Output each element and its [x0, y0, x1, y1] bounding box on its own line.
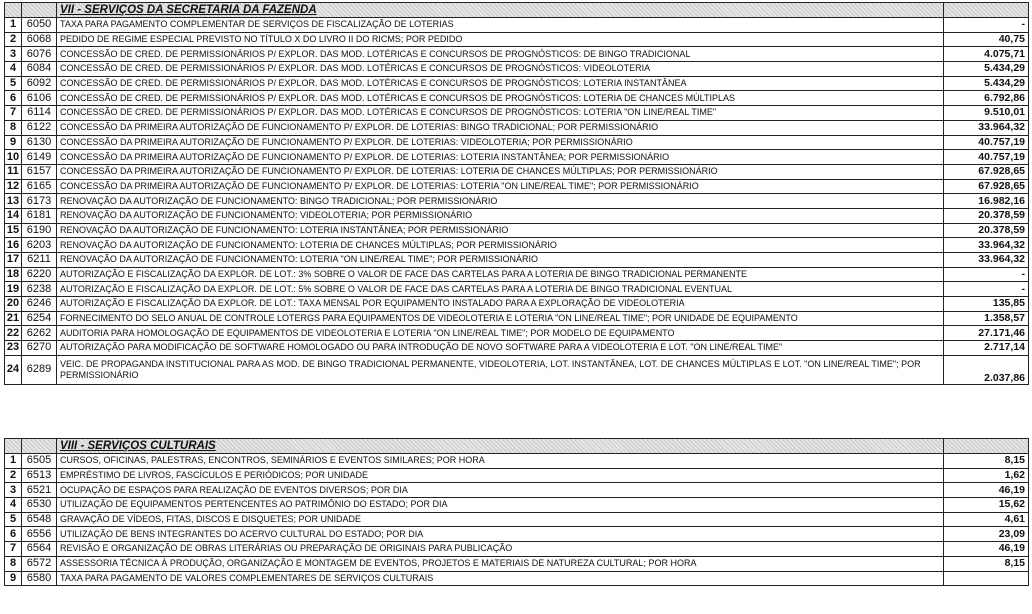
service-code: 6130	[22, 135, 57, 150]
row-number: 4	[5, 498, 22, 513]
row-number: 5	[5, 512, 22, 527]
service-value: 2.717,14	[944, 341, 1029, 356]
service-code: 6092	[22, 76, 57, 91]
service-description: RENOVAÇÃO DA AUTORIZAÇÃO DE FUNCIONAMENTO: LOTERIA "ON LINE/REAL TIME"; POR PERMISSIONÁRIO	[57, 253, 944, 268]
table-row	[5, 32, 1029, 47]
table-row	[5, 527, 1029, 542]
section-vii-table	[4, 2, 1029, 385]
service-value: 46,19	[944, 483, 1029, 498]
row-number: 7	[5, 542, 22, 557]
table-row	[5, 355, 1029, 384]
table-row	[5, 297, 1029, 312]
header-blank	[944, 3, 1029, 18]
service-code: 6254	[22, 311, 57, 326]
row-number: 6	[5, 527, 22, 542]
table-row	[5, 571, 1029, 586]
row-number: 11	[5, 164, 22, 179]
table-row	[5, 76, 1029, 91]
service-value: 33.964,32	[944, 253, 1029, 268]
table-row	[5, 498, 1029, 513]
row-number: 21	[5, 311, 22, 326]
service-code: 6580	[22, 571, 57, 586]
service-description: CONCESSÃO DA PRIMEIRA AUTORIZAÇÃO DE FUNCIONAMENTO P/ EXPLOR. DE LOTERIAS: LOTERIA INSTANTÂNEA; POR PERMISSIONÁRIO	[57, 150, 944, 165]
row-number: 8	[5, 120, 22, 135]
service-value: 23,09	[944, 527, 1029, 542]
table-row	[5, 556, 1029, 571]
service-value: 1,62	[944, 468, 1029, 483]
service-value: 6.792,86	[944, 91, 1029, 106]
service-value: 33.964,32	[944, 120, 1029, 135]
service-value: 16.982,16	[944, 194, 1029, 209]
service-description: UTILIZAÇÃO DE BENS INTEGRANTES DO ACERVO CULTURAL DO ESTADO; POR DIA	[57, 527, 944, 542]
table-row	[5, 311, 1029, 326]
service-description: PEDIDO DE REGIME ESPECIAL PREVISTO NO TÍTULO X DO LIVRO II DO RICMS; POR PEDIDO	[57, 32, 944, 47]
service-code: 6238	[22, 282, 57, 297]
row-number: 22	[5, 326, 22, 341]
header-blank	[5, 3, 22, 18]
service-value: 4.075,71	[944, 47, 1029, 62]
service-description: ASSESSORIA TÉCNICA À PRODUÇÃO, ORGANIZAÇÃO E MONTAGEM DE EVENTOS, PROJETOS E MATERIAIS DE NATUREZA CULTURAL; POR HORA	[57, 556, 944, 571]
row-number: 14	[5, 208, 22, 223]
service-code: 6556	[22, 527, 57, 542]
row-number: 10	[5, 150, 22, 165]
service-description: CONCESSÃO DE CRED. DE PERMISSIONÁRIOS P/ EXPLOR. DAS MOD. LOTÉRICAS E CONCURSOS DE PROGNÓSTICOS: LOTERIA INSTANTÂNEA	[57, 76, 944, 91]
table-row	[5, 150, 1029, 165]
header-blank	[22, 3, 57, 18]
service-value: 27.171,46	[944, 326, 1029, 341]
row-number: 5	[5, 76, 22, 91]
service-value: 8,15	[944, 556, 1029, 571]
row-number: 8	[5, 556, 22, 571]
header-blank	[5, 439, 22, 454]
table-row	[5, 483, 1029, 498]
row-number: 23	[5, 341, 22, 356]
service-code: 6564	[22, 542, 57, 557]
service-description: CURSOS, OFICINAS, PALESTRAS, ENCONTROS, SEMINÁRIOS E EVENTOS SIMILARES; POR HORA	[57, 454, 944, 469]
service-description: UTILIZAÇÃO DE EQUIPAMENTOS PERTENCENTES AO PATRIMÔNIO DO ESTADO; POR DIA	[57, 498, 944, 513]
service-description: FORNECIMENTO DO SELO ANUAL DE CONTROLE LOTERGS PARA EQUIPAMENTOS DE VIDEOLOTERIA E LOTERIA "ON LINE/REAL TIME"; POR UNIDADE DE EQUIPAMENTO	[57, 311, 944, 326]
service-value: 2.037,86	[944, 355, 1029, 384]
row-number: 1	[5, 454, 22, 469]
service-description: AUDITORIA PARA HOMOLOGAÇÃO DE EQUIPAMENTOS DE VIDEOLOTERIA E LOTERIA "ON LINE/REAL TIME"; POR MODELO DE EQUIPAMENTO	[57, 326, 944, 341]
service-code: 6270	[22, 341, 57, 356]
table-row	[5, 164, 1029, 179]
service-description: AUTORIZAÇÃO E FISCALIZAÇÃO DA EXPLOR. DE LOT.: 5% SOBRE O VALOR DE FACE DAS CARTELAS PARA A LOTERIA DE BINGO TRADICIONAL EVENTUAL	[57, 282, 944, 297]
service-code: 6513	[22, 468, 57, 483]
service-code: 6084	[22, 62, 57, 77]
row-number: 13	[5, 194, 22, 209]
service-code: 6050	[22, 18, 57, 33]
service-code: 6068	[22, 32, 57, 47]
table-row	[5, 18, 1029, 33]
row-number: 7	[5, 106, 22, 121]
service-description: TAXA PARA PAGAMENTO DE VALORES COMPLEMENTARES DE SERVIÇOS CULTURAIS	[57, 571, 944, 586]
table-row	[5, 91, 1029, 106]
service-code: 6521	[22, 483, 57, 498]
row-number: 3	[5, 47, 22, 62]
row-number: 9	[5, 571, 22, 586]
row-number: 15	[5, 223, 22, 238]
service-description: OCUPAÇÃO DE ESPAÇOS PARA REALIZAÇÃO DE EVENTOS DIVERSOS; POR DIA	[57, 483, 944, 498]
service-code: 6076	[22, 47, 57, 62]
row-number: 17	[5, 253, 22, 268]
service-description: RENOVAÇÃO DA AUTORIZAÇÃO DE FUNCIONAMENTO: LOTERIA INSTANTÂNEA; POR PERMISSIONÁRIO	[57, 223, 944, 238]
row-number: 2	[5, 468, 22, 483]
service-code: 6289	[22, 355, 57, 384]
section-viii-table	[4, 438, 1029, 586]
table-row	[5, 512, 1029, 527]
service-value: -	[944, 282, 1029, 297]
service-code: 6572	[22, 556, 57, 571]
table-row	[5, 267, 1029, 282]
service-description: RENOVAÇÃO DA AUTORIZAÇÃO DE FUNCIONAMENTO: LOTERIA DE CHANCES MÚLTIPLAS; POR PERMISSIONÁRIO	[57, 238, 944, 253]
row-number: 9	[5, 135, 22, 150]
service-description: CONCESSÃO DA PRIMEIRA AUTORIZAÇÃO DE FUNCIONAMENTO P/ EXPLOR. DE LOTERIAS: VIDEOLOTERIA; POR PERMISSIONÁRIO	[57, 135, 944, 150]
service-code: 6262	[22, 326, 57, 341]
service-value: 46,19	[944, 542, 1029, 557]
service-code: 6211	[22, 253, 57, 268]
service-description: AUTORIZAÇÃO PARA MODIFICAÇÃO DE SOFTWARE HOMOLOGADO OU PARA INTRODUÇÃO DE NOVO SOFTWARE PARA A VIDEOLOTERIA E LOT. "ON LINE/REAL TIME"	[57, 341, 944, 356]
service-value: 135,85	[944, 297, 1029, 312]
row-number: 20	[5, 297, 22, 312]
service-code: 6106	[22, 91, 57, 106]
service-value	[944, 571, 1029, 586]
table-row	[5, 468, 1029, 483]
section-header	[5, 3, 1029, 18]
service-description: CONCESSÃO DA PRIMEIRA AUTORIZAÇÃO DE FUNCIONAMENTO P/ EXPLOR. DE LOTERIAS: BINGO TRADICIONAL; POR PERMISSIONÁRIO	[57, 120, 944, 135]
service-value: 1.358,57	[944, 311, 1029, 326]
service-value: 67.928,65	[944, 164, 1029, 179]
service-value: 40,75	[944, 32, 1029, 47]
row-number: 12	[5, 179, 22, 194]
row-number: 19	[5, 282, 22, 297]
service-code: 6149	[22, 150, 57, 165]
table-row	[5, 282, 1029, 297]
header-blank	[944, 439, 1029, 454]
service-value: -	[944, 18, 1029, 33]
service-description: CONCESSÃO DE CRED. DE PERMISSIONÁRIOS P/ EXPLOR. DAS MOD. LOTÉRICAS E CONCURSOS DE PROGNÓSTICOS: LOTERIA "ON LINE/REAL TIME"	[57, 106, 944, 121]
section-header	[5, 439, 1029, 454]
service-value: 40.757,19	[944, 135, 1029, 150]
service-value: 8,15	[944, 454, 1029, 469]
table-row	[5, 223, 1029, 238]
service-code: 6190	[22, 223, 57, 238]
service-value: 67.928,65	[944, 179, 1029, 194]
row-number: 18	[5, 267, 22, 282]
table-row	[5, 253, 1029, 268]
service-code: 6220	[22, 267, 57, 282]
row-number: 16	[5, 238, 22, 253]
table-row	[5, 238, 1029, 253]
service-value: 9.510,01	[944, 106, 1029, 121]
table-row	[5, 194, 1029, 209]
service-value: 20.378,59	[944, 208, 1029, 223]
table-row	[5, 179, 1029, 194]
service-value: 4,61	[944, 512, 1029, 527]
service-code: 6530	[22, 498, 57, 513]
service-description: REVISÃO E ORGANIZAÇÃO DE OBRAS LITERÁRIAS OU PREPARAÇÃO DE ORIGINAIS PARA PUBLICAÇÃO	[57, 542, 944, 557]
service-code: 6548	[22, 512, 57, 527]
service-code: 6122	[22, 120, 57, 135]
table-row	[5, 62, 1029, 77]
service-description: CONCESSÃO DA PRIMEIRA AUTORIZAÇÃO DE FUNCIONAMENTO P/ EXPLOR. DE LOTERIAS: LOTERIA DE CHANCES MÚLTIPLAS; POR PERMISSIONÁRIO	[57, 164, 944, 179]
header-blank	[22, 439, 57, 454]
service-description: CONCESSÃO DE CRED. DE PERMISSIONÁRIOS P/ EXPLOR. DAS MOD. LOTÉRICAS E CONCURSOS DE PROGNÓSTICOS: LOTERIA DE CHANCES MÚLTIPLAS	[57, 91, 944, 106]
row-number: 2	[5, 32, 22, 47]
service-code: 6505	[22, 454, 57, 469]
table-row	[5, 454, 1029, 469]
service-code: 6173	[22, 194, 57, 209]
service-description: TAXA PARA PAGAMENTO COMPLEMENTAR DE SERVIÇOS DE FISCALIZAÇÃO DE LOTERIAS	[57, 18, 944, 33]
table-row	[5, 326, 1029, 341]
service-code: 6203	[22, 238, 57, 253]
row-number: 3	[5, 483, 22, 498]
row-number: 4	[5, 62, 22, 77]
table-row	[5, 208, 1029, 223]
service-description: AUTORIZAÇÃO E FISCALIZAÇÃO DA EXPLOR. DE LOT.: 3% SOBRE O VALOR DE FACE DAS CARTELAS PARA A LOTERIA DE BINGO TRADICIONAL PERMANENTE	[57, 267, 944, 282]
service-description: CONCESSÃO DE CRED. DE PERMISSIONÁRIOS P/ EXPLOR. DAS MOD. LOTÉRICAS E CONCURSOS DE PROGNÓSTICOS: DE BINGO TRADICIONAL	[57, 47, 944, 62]
service-value: 20.378,59	[944, 223, 1029, 238]
service-value: 15,62	[944, 498, 1029, 513]
service-code: 6246	[22, 297, 57, 312]
service-description: GRAVAÇÃO DE VÍDEOS, FITAS, DISCOS E DISQUETES; POR UNIDADE	[57, 512, 944, 527]
service-code: 6165	[22, 179, 57, 194]
service-value: 33.964,32	[944, 238, 1029, 253]
service-code: 6181	[22, 208, 57, 223]
section-title: VII - SERVIÇOS DA SECRETARIA DA FAZENDA	[57, 3, 944, 18]
table-row	[5, 106, 1029, 121]
table-row	[5, 120, 1029, 135]
service-value: -	[944, 267, 1029, 282]
service-description: VEIC. DE PROPAGANDA INSTITUCIONAL PARA AS MOD. DE BINGO TRADICIONAL PERMANENTE, VIDEOLOTERIA, LOT. INSTANTÂNEA, LOT. DE CHANCES MÚLTIPLAS E LOT. "ON LINE/REAL TIME"; POR PERMISSIONÁRIO	[57, 355, 944, 384]
table-row	[5, 341, 1029, 356]
service-description: CONCESSÃO DE CRED. DE PERMISSIONÁRIOS P/ EXPLOR. DAS MOD. LOTÉRICAS E CONCURSOS DE PROGNÓSTICOS: VIDEOLOTERIA	[57, 62, 944, 77]
section-title: VIII - SERVIÇOS CULTURAIS	[57, 439, 944, 454]
service-description: RENOVAÇÃO DA AUTORIZAÇÃO DE FUNCIONAMENTO: BINGO TRADICIONAL; POR PERMISSIONÁRIO	[57, 194, 944, 209]
table-row	[5, 47, 1029, 62]
service-description: EMPRÉSTIMO DE LIVROS, FASCÍCULOS E PERIÓDICOS; POR UNIDADE	[57, 468, 944, 483]
service-value: 5.434,29	[944, 76, 1029, 91]
table-row	[5, 135, 1029, 150]
row-number: 1	[5, 18, 22, 33]
row-number: 6	[5, 91, 22, 106]
row-number: 24	[5, 355, 22, 384]
service-description: RENOVAÇÃO DA AUTORIZAÇÃO DE FUNCIONAMENTO: VIDEOLOTERIA; POR PERMISSIONÁRIO	[57, 208, 944, 223]
service-code: 6114	[22, 106, 57, 121]
service-value: 5.434,29	[944, 62, 1029, 77]
table-row	[5, 542, 1029, 557]
service-code: 6157	[22, 164, 57, 179]
service-description: AUTORIZAÇÃO E FISCALIZAÇÃO DA EXPLOR. DE LOT.: TAXA MENSAL POR EQUIPAMENTO INSTALADO PARA A EXPLORAÇÃO DE VIDEOLOTERIA	[57, 297, 944, 312]
service-description: CONCESSÃO DA PRIMEIRA AUTORIZAÇÃO DE FUNCIONAMENTO P/ EXPLOR. DE LOTERIAS: LOTERIA "ON LINE/REAL TIME"; POR PERMISSIONÁRIO	[57, 179, 944, 194]
service-value: 40.757,19	[944, 150, 1029, 165]
